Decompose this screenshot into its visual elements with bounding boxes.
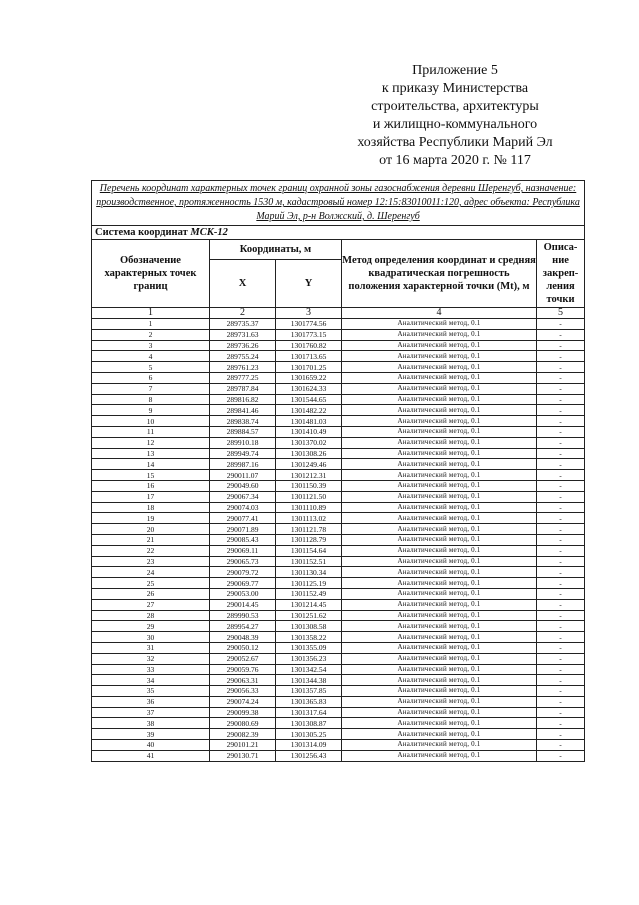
point-number-cell: 3 <box>92 340 210 351</box>
description-cell: - <box>537 372 585 383</box>
description-cell: - <box>537 329 585 340</box>
description-cell: - <box>537 653 585 664</box>
point-number-cell: 27 <box>92 599 210 610</box>
x-coordinate-cell: 290065.73 <box>210 556 276 567</box>
table-row <box>92 319 585 330</box>
y-coordinate-cell: 1301482.22 <box>276 405 342 416</box>
x-coordinate-cell: 290074.24 <box>210 696 276 707</box>
header-y: Y <box>276 260 342 308</box>
table-row <box>92 696 585 707</box>
table-row <box>92 718 585 729</box>
x-coordinate-cell: 289838.74 <box>210 416 276 427</box>
table-row <box>92 567 585 578</box>
table-row <box>92 588 585 599</box>
point-number-cell: 15 <box>92 470 210 481</box>
x-coordinate-cell: 290011.07 <box>210 470 276 481</box>
point-number-cell: 39 <box>92 729 210 740</box>
method-cell: Аналитический метод, 0.1 <box>342 588 537 599</box>
y-coordinate-cell: 1301152.51 <box>276 556 342 567</box>
description-cell: - <box>537 632 585 643</box>
point-number-cell: 6 <box>92 372 210 383</box>
method-cell: Аналитический метод, 0.1 <box>342 545 537 556</box>
x-coordinate-cell: 290063.31 <box>210 675 276 686</box>
method-cell: Аналитический метод, 0.1 <box>342 394 537 405</box>
description-cell: - <box>537 545 585 556</box>
y-coordinate-cell: 1301773.15 <box>276 329 342 340</box>
y-coordinate-cell: 1301774.56 <box>276 319 342 330</box>
table-title: Перечень координат характерных точек границ охранной зоны газоснабжения деревни Шеренгуб, назначение: производственное, протяженность 1530 м, кадастровый номер 12:15:83010011:120, адрес объекта: Республика Марий Эл, р-н Волжский, д. Шеренгуб <box>96 183 580 222</box>
table-row <box>92 383 585 394</box>
y-coordinate-cell: 1301128.79 <box>276 534 342 545</box>
method-cell: Аналитический метод, 0.1 <box>342 653 537 664</box>
point-number-cell: 33 <box>92 664 210 675</box>
method-cell: Аналитический метод, 0.1 <box>342 567 537 578</box>
point-number-cell: 7 <box>92 383 210 394</box>
x-coordinate-cell: 289987.16 <box>210 459 276 470</box>
table-row <box>92 610 585 621</box>
table-row <box>92 340 585 351</box>
method-cell: Аналитический метод, 0.1 <box>342 621 537 632</box>
point-number-cell: 36 <box>92 696 210 707</box>
header-method: Метод определения координат и средняя квадратическая погрешность положения характерной точки (Mt), м <box>342 240 537 308</box>
x-coordinate-cell: 289949.74 <box>210 448 276 459</box>
table-row <box>92 729 585 740</box>
description-cell: - <box>537 686 585 697</box>
description-cell: - <box>537 459 585 470</box>
description-cell: - <box>537 394 585 405</box>
x-coordinate-cell: 290067.34 <box>210 491 276 502</box>
method-cell: Аналитический метод, 0.1 <box>342 405 537 416</box>
point-number-cell: 4 <box>92 351 210 362</box>
point-number-cell: 30 <box>92 632 210 643</box>
table-row <box>92 459 585 470</box>
y-coordinate-cell: 1301113.02 <box>276 513 342 524</box>
description-cell: - <box>537 524 585 535</box>
point-number-cell: 38 <box>92 718 210 729</box>
point-number-cell: 19 <box>92 513 210 524</box>
description-cell: - <box>537 319 585 330</box>
coordinate-system-value: МСК-12 <box>190 227 228 238</box>
x-coordinate-cell: 290049.60 <box>210 480 276 491</box>
table-row <box>92 437 585 448</box>
table-row <box>92 664 585 675</box>
description-cell: - <box>537 750 585 761</box>
appendix-line: Приложение 5 <box>412 63 498 78</box>
point-number-cell: 24 <box>92 567 210 578</box>
table-row <box>92 416 585 427</box>
column-number: 5 <box>537 308 585 319</box>
y-coordinate-cell: 1301152.49 <box>276 588 342 599</box>
y-coordinate-cell: 1301212.31 <box>276 470 342 481</box>
x-coordinate-cell: 290053.00 <box>210 588 276 599</box>
method-cell: Аналитический метод, 0.1 <box>342 513 537 524</box>
method-cell: Аналитический метод, 0.1 <box>342 686 537 697</box>
point-number-cell: 37 <box>92 707 210 718</box>
table-row <box>92 362 585 373</box>
point-number-cell: 16 <box>92 480 210 491</box>
x-coordinate-cell: 290014.45 <box>210 599 276 610</box>
description-cell: - <box>537 556 585 567</box>
y-coordinate-cell: 1301317.64 <box>276 707 342 718</box>
point-number-cell: 28 <box>92 610 210 621</box>
description-cell: - <box>537 383 585 394</box>
method-cell: Аналитический метод, 0.1 <box>342 729 537 740</box>
description-cell: - <box>537 480 585 491</box>
point-number-cell: 20 <box>92 524 210 535</box>
method-cell: Аналитический метод, 0.1 <box>342 372 537 383</box>
method-cell: Аналитический метод, 0.1 <box>342 426 537 437</box>
y-coordinate-cell: 1301305.25 <box>276 729 342 740</box>
point-number-cell: 35 <box>92 686 210 697</box>
method-cell: Аналитический метод, 0.1 <box>342 351 537 362</box>
description-cell: - <box>537 599 585 610</box>
description-cell: - <box>537 426 585 437</box>
table-row <box>92 621 585 632</box>
y-coordinate-cell: 1301256.43 <box>276 750 342 761</box>
point-number-cell: 34 <box>92 675 210 686</box>
table-row <box>92 599 585 610</box>
x-coordinate-cell: 289787.84 <box>210 383 276 394</box>
y-coordinate-cell: 1301125.19 <box>276 578 342 589</box>
y-coordinate-cell: 1301344.38 <box>276 675 342 686</box>
point-number-cell: 11 <box>92 426 210 437</box>
method-cell: Аналитический метод, 0.1 <box>342 470 537 481</box>
description-cell: - <box>537 491 585 502</box>
method-cell: Аналитический метод, 0.1 <box>342 491 537 502</box>
header-row <box>92 240 585 260</box>
x-coordinate-cell: 290048.39 <box>210 632 276 643</box>
y-coordinate-cell: 1301357.85 <box>276 686 342 697</box>
table-row <box>92 675 585 686</box>
x-coordinate-cell: 289736.26 <box>210 340 276 351</box>
coordinate-system-label: Система координат <box>95 227 188 238</box>
y-coordinate-cell: 1301308.26 <box>276 448 342 459</box>
method-cell: Аналитический метод, 0.1 <box>342 556 537 567</box>
x-coordinate-cell: 290069.11 <box>210 545 276 556</box>
table-row <box>92 372 585 383</box>
method-cell: Аналитический метод, 0.1 <box>342 696 537 707</box>
x-coordinate-cell: 290082.39 <box>210 729 276 740</box>
point-number-cell: 14 <box>92 459 210 470</box>
description-cell: - <box>537 534 585 545</box>
header-designation: Обозначение характерных точек границ <box>92 240 210 308</box>
point-number-cell: 31 <box>92 642 210 653</box>
header-description: Описа-ние закреп-ления точки <box>537 240 585 308</box>
x-coordinate-cell: 290079.72 <box>210 567 276 578</box>
table-row <box>92 534 585 545</box>
description-cell: - <box>537 351 585 362</box>
y-coordinate-cell: 1301314.09 <box>276 740 342 751</box>
x-coordinate-cell: 289777.25 <box>210 372 276 383</box>
method-cell: Аналитический метод, 0.1 <box>342 416 537 427</box>
x-coordinate-cell: 290052.67 <box>210 653 276 664</box>
description-cell: - <box>537 696 585 707</box>
table-row <box>92 707 585 718</box>
table-row <box>92 351 585 362</box>
column-number: 1 <box>92 308 210 319</box>
y-coordinate-cell: 1301110.89 <box>276 502 342 513</box>
point-number-cell: 12 <box>92 437 210 448</box>
description-cell: - <box>537 567 585 578</box>
y-coordinate-cell: 1301130.34 <box>276 567 342 578</box>
y-coordinate-cell: 1301713.65 <box>276 351 342 362</box>
method-cell: Аналитический метод, 0.1 <box>342 675 537 686</box>
point-number-cell: 29 <box>92 621 210 632</box>
description-cell: - <box>537 740 585 751</box>
table-row <box>92 480 585 491</box>
method-cell: Аналитический метод, 0.1 <box>342 534 537 545</box>
appendix-line: к приказу Министерства <box>381 81 529 96</box>
method-cell: Аналитический метод, 0.1 <box>342 448 537 459</box>
x-coordinate-cell: 290130.71 <box>210 750 276 761</box>
table-row <box>92 686 585 697</box>
table-row <box>92 491 585 502</box>
appendix-line: и жилищно-коммунального <box>372 117 538 132</box>
method-cell: Аналитический метод, 0.1 <box>342 319 537 330</box>
x-coordinate-cell: 289816.82 <box>210 394 276 405</box>
table-row <box>92 750 585 761</box>
description-cell: - <box>537 448 585 459</box>
y-coordinate-cell: 1301251.62 <box>276 610 342 621</box>
table-row <box>92 394 585 405</box>
appendix-line: строительства, архитектуры <box>371 99 539 114</box>
table-row <box>92 329 585 340</box>
x-coordinate-cell: 289884.57 <box>210 426 276 437</box>
description-cell: - <box>537 621 585 632</box>
y-coordinate-cell: 1301701.25 <box>276 362 342 373</box>
x-coordinate-cell: 289954.27 <box>210 621 276 632</box>
description-cell: - <box>537 664 585 675</box>
coordinates-table <box>91 180 585 762</box>
point-number-cell: 40 <box>92 740 210 751</box>
point-number-cell: 22 <box>92 545 210 556</box>
table-row <box>92 448 585 459</box>
y-coordinate-cell: 1301624.33 <box>276 383 342 394</box>
y-coordinate-cell: 1301121.50 <box>276 491 342 502</box>
method-cell: Аналитический метод, 0.1 <box>342 362 537 373</box>
description-cell: - <box>537 362 585 373</box>
column-number: 4 <box>342 308 537 319</box>
y-coordinate-cell: 1301150.39 <box>276 480 342 491</box>
method-cell: Аналитический метод, 0.1 <box>342 459 537 470</box>
column-number: 3 <box>276 308 342 319</box>
point-number-cell: 13 <box>92 448 210 459</box>
method-cell: Аналитический метод, 0.1 <box>342 599 537 610</box>
y-coordinate-cell: 1301358.22 <box>276 632 342 643</box>
table-row <box>92 513 585 524</box>
method-cell: Аналитический метод, 0.1 <box>342 502 537 513</box>
point-number-cell: 41 <box>92 750 210 761</box>
header-x: X <box>210 260 276 308</box>
method-cell: Аналитический метод, 0.1 <box>342 632 537 643</box>
x-coordinate-cell: 290085.43 <box>210 534 276 545</box>
point-number-cell: 17 <box>92 491 210 502</box>
point-number-cell: 23 <box>92 556 210 567</box>
method-cell: Аналитический метод, 0.1 <box>342 610 537 621</box>
coordinate-system-row <box>92 226 585 240</box>
x-coordinate-cell: 289761.23 <box>210 362 276 373</box>
description-cell: - <box>537 470 585 481</box>
table-row <box>92 632 585 643</box>
y-coordinate-cell: 1301659.22 <box>276 372 342 383</box>
y-coordinate-cell: 1301154.64 <box>276 545 342 556</box>
x-coordinate-cell: 290099.38 <box>210 707 276 718</box>
y-coordinate-cell: 1301214.45 <box>276 599 342 610</box>
method-cell: Аналитический метод, 0.1 <box>342 383 537 394</box>
y-coordinate-cell: 1301481.03 <box>276 416 342 427</box>
point-number-cell: 1 <box>92 319 210 330</box>
method-cell: Аналитический метод, 0.1 <box>342 437 537 448</box>
point-number-cell: 25 <box>92 578 210 589</box>
table-row <box>92 556 585 567</box>
y-coordinate-cell: 1301370.02 <box>276 437 342 448</box>
description-cell: - <box>537 675 585 686</box>
description-cell: - <box>537 502 585 513</box>
method-cell: Аналитический метод, 0.1 <box>342 707 537 718</box>
description-cell: - <box>537 437 585 448</box>
y-coordinate-cell: 1301356.23 <box>276 653 342 664</box>
table-row <box>92 578 585 589</box>
description-cell: - <box>537 718 585 729</box>
x-coordinate-cell: 289990.53 <box>210 610 276 621</box>
point-number-cell: 9 <box>92 405 210 416</box>
method-cell: Аналитический метод, 0.1 <box>342 480 537 491</box>
point-number-cell: 18 <box>92 502 210 513</box>
column-number: 2 <box>210 308 276 319</box>
table-title-row <box>92 181 585 226</box>
description-cell: - <box>537 340 585 351</box>
description-cell: - <box>537 578 585 589</box>
point-number-cell: 21 <box>92 534 210 545</box>
y-coordinate-cell: 1301365.83 <box>276 696 342 707</box>
y-coordinate-cell: 1301308.58 <box>276 621 342 632</box>
table-row <box>92 545 585 556</box>
x-coordinate-cell: 290071.89 <box>210 524 276 535</box>
point-number-cell: 10 <box>92 416 210 427</box>
point-number-cell: 5 <box>92 362 210 373</box>
x-coordinate-cell: 289735.37 <box>210 319 276 330</box>
column-number-row <box>92 308 585 319</box>
point-number-cell: 8 <box>92 394 210 405</box>
x-coordinate-cell: 290074.03 <box>210 502 276 513</box>
table-row <box>92 642 585 653</box>
y-coordinate-cell: 1301760.82 <box>276 340 342 351</box>
description-cell: - <box>537 588 585 599</box>
method-cell: Аналитический метод, 0.1 <box>342 642 537 653</box>
x-coordinate-cell: 289841.46 <box>210 405 276 416</box>
y-coordinate-cell: 1301410.49 <box>276 426 342 437</box>
table-row <box>92 502 585 513</box>
method-cell: Аналитический метод, 0.1 <box>342 524 537 535</box>
method-cell: Аналитический метод, 0.1 <box>342 329 537 340</box>
description-cell: - <box>537 416 585 427</box>
table-row <box>92 653 585 664</box>
appendix-line: от 16 марта 2020 г. № 117 <box>379 153 531 168</box>
description-cell: - <box>537 610 585 621</box>
description-cell: - <box>537 729 585 740</box>
y-coordinate-cell: 1301355.09 <box>276 642 342 653</box>
header-coordinates: Координаты, м <box>210 240 342 260</box>
x-coordinate-cell: 289910.18 <box>210 437 276 448</box>
description-cell: - <box>537 405 585 416</box>
description-cell: - <box>537 707 585 718</box>
method-cell: Аналитический метод, 0.1 <box>342 718 537 729</box>
y-coordinate-cell: 1301342.54 <box>276 664 342 675</box>
description-cell: - <box>537 642 585 653</box>
table-row <box>92 426 585 437</box>
x-coordinate-cell: 290080.69 <box>210 718 276 729</box>
x-coordinate-cell: 290059.76 <box>210 664 276 675</box>
x-coordinate-cell: 290069.77 <box>210 578 276 589</box>
point-number-cell: 26 <box>92 588 210 599</box>
method-cell: Аналитический метод, 0.1 <box>342 750 537 761</box>
point-number-cell: 32 <box>92 653 210 664</box>
y-coordinate-cell: 1301121.78 <box>276 524 342 535</box>
appendix-line: хозяйства Республики Марий Эл <box>357 135 553 150</box>
table-row <box>92 740 585 751</box>
y-coordinate-cell: 1301544.65 <box>276 394 342 405</box>
x-coordinate-cell: 290050.12 <box>210 642 276 653</box>
x-coordinate-cell: 290077.41 <box>210 513 276 524</box>
method-cell: Аналитический метод, 0.1 <box>342 578 537 589</box>
table-row <box>92 524 585 535</box>
method-cell: Аналитический метод, 0.1 <box>342 664 537 675</box>
table-row <box>92 470 585 481</box>
description-cell: - <box>537 513 585 524</box>
method-cell: Аналитический метод, 0.1 <box>342 340 537 351</box>
point-number-cell: 2 <box>92 329 210 340</box>
y-coordinate-cell: 1301308.87 <box>276 718 342 729</box>
appendix-header <box>330 62 580 170</box>
x-coordinate-cell: 290056.33 <box>210 686 276 697</box>
x-coordinate-cell: 290101.21 <box>210 740 276 751</box>
table-row <box>92 405 585 416</box>
x-coordinate-cell: 289731.63 <box>210 329 276 340</box>
y-coordinate-cell: 1301249.46 <box>276 459 342 470</box>
x-coordinate-cell: 289755.24 <box>210 351 276 362</box>
method-cell: Аналитический метод, 0.1 <box>342 740 537 751</box>
